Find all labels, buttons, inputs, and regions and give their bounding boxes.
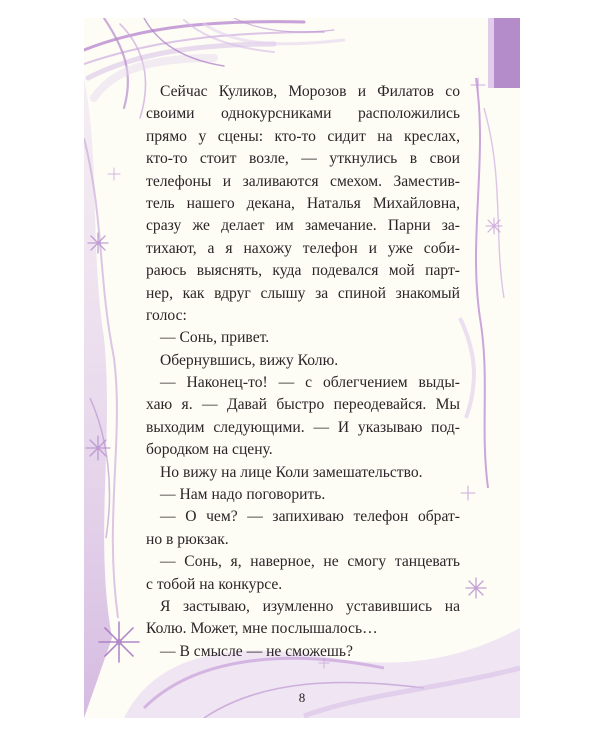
text-line: — Сонь, привет. [160, 329, 270, 347]
book-page [84, 18, 520, 718]
snowflake-icon [461, 486, 475, 500]
text-line: тель нашего декана, Наталья Михайловна, [146, 194, 460, 212]
text-line: тихают, а я нахожу телефон и уже соби- [146, 239, 460, 257]
page-number: 8 [298, 690, 306, 705]
text-line: Сейчас Куликов, Морозов и Филатов со [160, 83, 460, 100]
text-line: — Нам надо поговорить. [160, 486, 326, 504]
top-right-purple-strip [494, 18, 520, 88]
snowflake-icon [108, 168, 120, 180]
text-line: — Наконец-то! — с облегчением выды- [160, 374, 460, 392]
text-line: хаю я. — Давай быстро переодевайся. Мы [146, 396, 460, 414]
snowflake-icon [471, 78, 485, 92]
text-line: — Сонь, я, наверное, не смогу танцевать [160, 553, 460, 571]
text-line: бородком на сцену. [146, 441, 273, 459]
text-line: нер, как вдруг слышу за спиной знакомый [146, 284, 460, 302]
snowflake-icon [99, 622, 139, 662]
right-frost-swirl [476, 78, 488, 488]
text-line: с тобой на конкурсе. [146, 575, 283, 593]
text-line: но в рюкзак. [146, 530, 229, 548]
text-line: Обернувшись, вижу Колю. [160, 351, 339, 369]
snowflake-icon [88, 233, 108, 253]
body-text [146, 81, 460, 663]
text-line: своими однокурсниками расположились [146, 105, 460, 123]
snowflake-icon [486, 218, 502, 234]
text-line: раюсь выяснять, куда подевался мой парт- [146, 262, 460, 280]
text-line: — В смысле — не сможешь? [160, 642, 353, 660]
text-line: сразу же делает им замечание. Парни за- [146, 217, 460, 235]
text-line: — О чем? — запихиваю телефон обрат- [160, 508, 460, 526]
text-line: прямо у сцены: кто-то сидит на креслах, [146, 127, 460, 145]
text-line: голос: [146, 306, 187, 324]
text-line: выходим следующими. — И указываю под- [146, 418, 460, 436]
text-line: кто-то стоит возле, — уткнулись в свои [146, 150, 460, 168]
snowflake-icon [466, 578, 486, 598]
snowflake-icon [86, 436, 110, 460]
text-line: Но вижу на лице Коли замешательство. [160, 463, 423, 481]
text-line: Я застываю, изумленно уставившись на [160, 597, 460, 615]
text-line: Колю. Может, мне послышалось… [146, 620, 378, 638]
text-line: телефоны и заливаются смехом. Заместив- [146, 172, 460, 190]
